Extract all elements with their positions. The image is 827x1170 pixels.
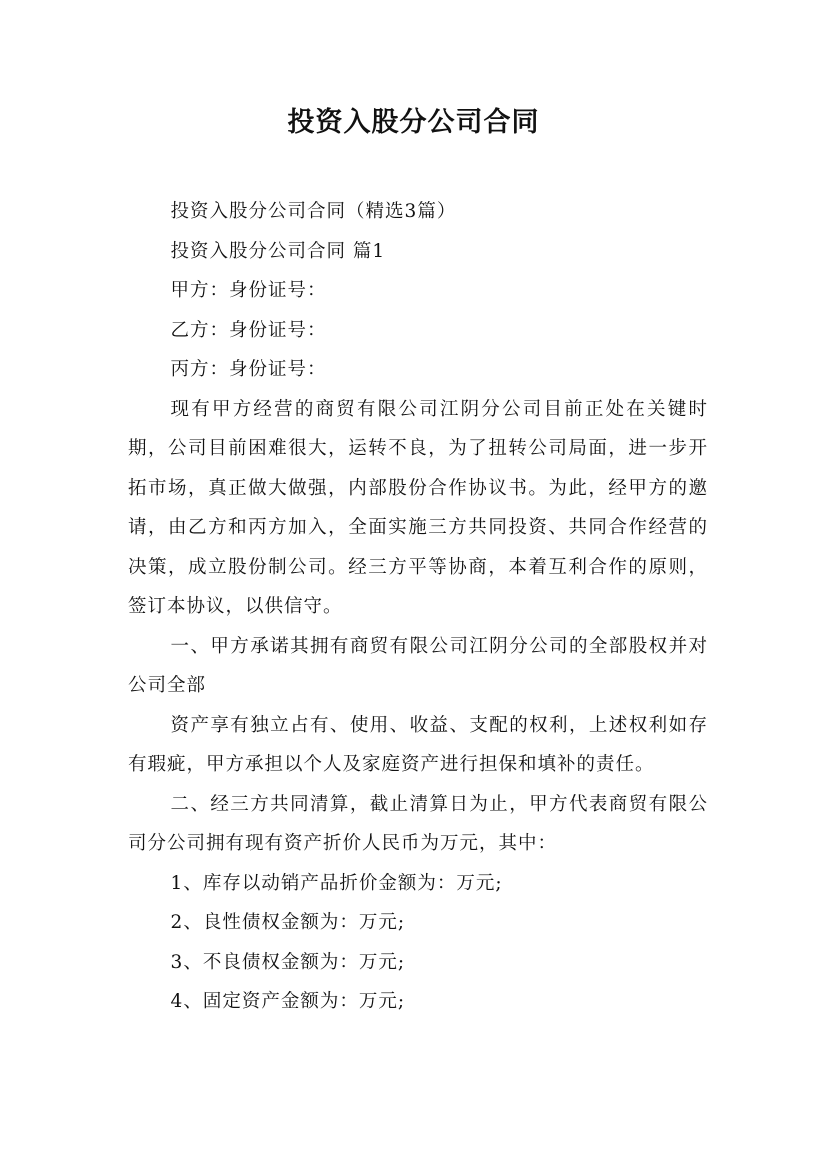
paragraph: 1、库存以动销产品折价金额为：万元; [170, 872, 503, 894]
paragraph: 一、甲方承诺其拥有商贸有限公司江阴分公司的全部股权并对公司全部 [128, 635, 708, 696]
paragraph: 甲方：身份证号： [170, 280, 327, 301]
document-body [128, 192, 708, 1022]
paragraph: 4、固定资产金额为：万元; [170, 991, 406, 1012]
paragraph: 丙方：身份证号： [170, 359, 327, 380]
paragraph: 投资入股分公司合同 篇1 [170, 240, 386, 262]
paragraph: 2、良性债权金额为：万元; [170, 912, 406, 933]
paragraph: 资产享有独立占有、使用、收益、支配的权利，上述权利如存有瑕疵，甲方承担以个人及家庭资产进行担保和填补的责任。 [128, 714, 708, 775]
paragraph: 投资入股分公司合同（精选3篇） [170, 201, 457, 222]
paragraph: 3、不良债权金额为：万元; [170, 951, 406, 973]
paragraph: 乙方：身份证号： [170, 319, 327, 341]
document-title: 投资入股分公司合同 [287, 107, 540, 138]
paragraph: 现有甲方经营的商贸有限公司江阴分公司目前正处在关键时期，公司目前困难很大，运转不良，为了扭转公司局面，进一步开拓市场，真正做大做强，内部股份合作协议书。为此，经甲方的邀请，由乙方和丙方加入，全面实施三方共同投资、共同合作经营的决策，成立股份制公司。经三方平等协商，本着互利合作的原则，签订本协议，以供信守。 [128, 398, 708, 617]
paragraph: 二、经三方共同清算，截止清算日为止，甲方代表商贸有限公司分公司拥有现有资产折价人民币为万元，其中： [128, 793, 708, 854]
